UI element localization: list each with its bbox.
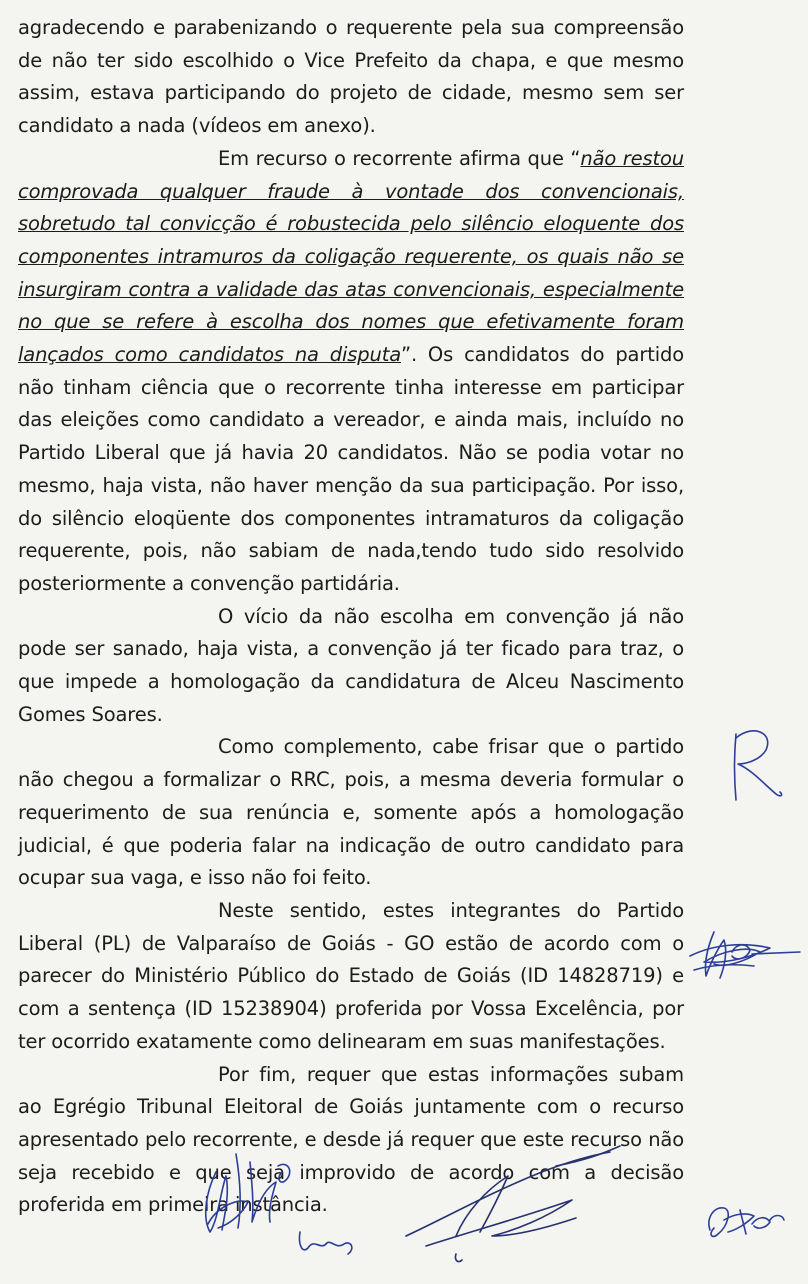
signature-center: [396, 1136, 636, 1266]
margin-initial-r: [722, 726, 792, 806]
paragraph-3-text: O vício da não escolha em convenção já não pode ser sanado, haja vista, a convenção já ter ficado para traz, o que impede a homologação da candidatura de Alceu Nascimento Gomes Soares.: [18, 604, 684, 726]
paragraph-4-text: Como complemento, cabe frisar que o partido não chegou a formalizar o RRC, pois, a mesma deveria formular o requerimento de sua renúncia e, somente após a homologação judicial, é que poderia falar na indicação de outro candidato para ocupar sua vaga, e isso não foi feito.: [18, 735, 684, 890]
paragraph-2: [18, 143, 684, 601]
quoted-excerpt: não restou comprovada qualquer fraude à vontade dos convencionais, sobretudo tal convicção é robustecida pelo silêncio eloquente dos componentes intramuros da coligação requerente, os quais não se insurgiram contra a validade das atas convencionais, especialmente no que se refere à escolha dos nomes que efetivamente foram lançados como candidatos na disputa: [18, 146, 685, 367]
margin-initial-scribble: [684, 912, 804, 992]
paragraph-1: [18, 12, 684, 143]
paragraph-5: [18, 895, 684, 1059]
paragraph-6-text: Por fim, requer que estas informações subam ao Egrégio Tribunal Eleitoral de Goiás juntamente com o recurso apresentado pelo recorrente, e desde já requer que este recurso não seja recebido e que seja improvido de acordo com a decisão proferida em primeira instância.: [18, 1062, 684, 1217]
document-body: [18, 12, 684, 1222]
paragraph-3: [18, 601, 684, 732]
signature-right: [700, 1190, 790, 1250]
paragraph-2-lead: Em recurso o recorrente afirma que “: [218, 146, 581, 170]
paragraph-4: [18, 731, 684, 895]
paragraph-5-text: Neste sentido, estes integrantes do Partido Liberal (PL) de Valparaíso de Goiás - GO estão de acordo com o parecer do Ministério Público do Estado de Goiás (ID 14828719) e com a sentença (ID 15238904) proferida por Vossa Excelência, por ter ocorrido exatamente como delinearam em suas manifestações.: [18, 898, 684, 1053]
signature-left: [196, 1132, 376, 1272]
paragraph-2-rest: ”. Os candidatos do partido não tinham ciência que o recorrente tinha interesse em participar das eleições como candidato a vereador, e ainda mais, incluído no Partido Liberal que já havia 20 candidatos. Não se podia votar no mesmo, haja vista, não haver menção da sua participação. Por isso, do silêncio eloqüente dos componentes intramaturos da coligação requerente, pois, não sabiam de nada,tendo tudo sido resolvido posteriormente a convenção partidária.: [18, 343, 684, 595]
paragraph-1-text: agradecendo e parabenizando o requerente pela sua compreensão de não ter sido escolhido o Vice Prefeito da chapa, e que mesmo assim, estava participando do projeto de cidade, mesmo sem ser candidato a nada (vídeos em anexo).: [18, 16, 684, 138]
